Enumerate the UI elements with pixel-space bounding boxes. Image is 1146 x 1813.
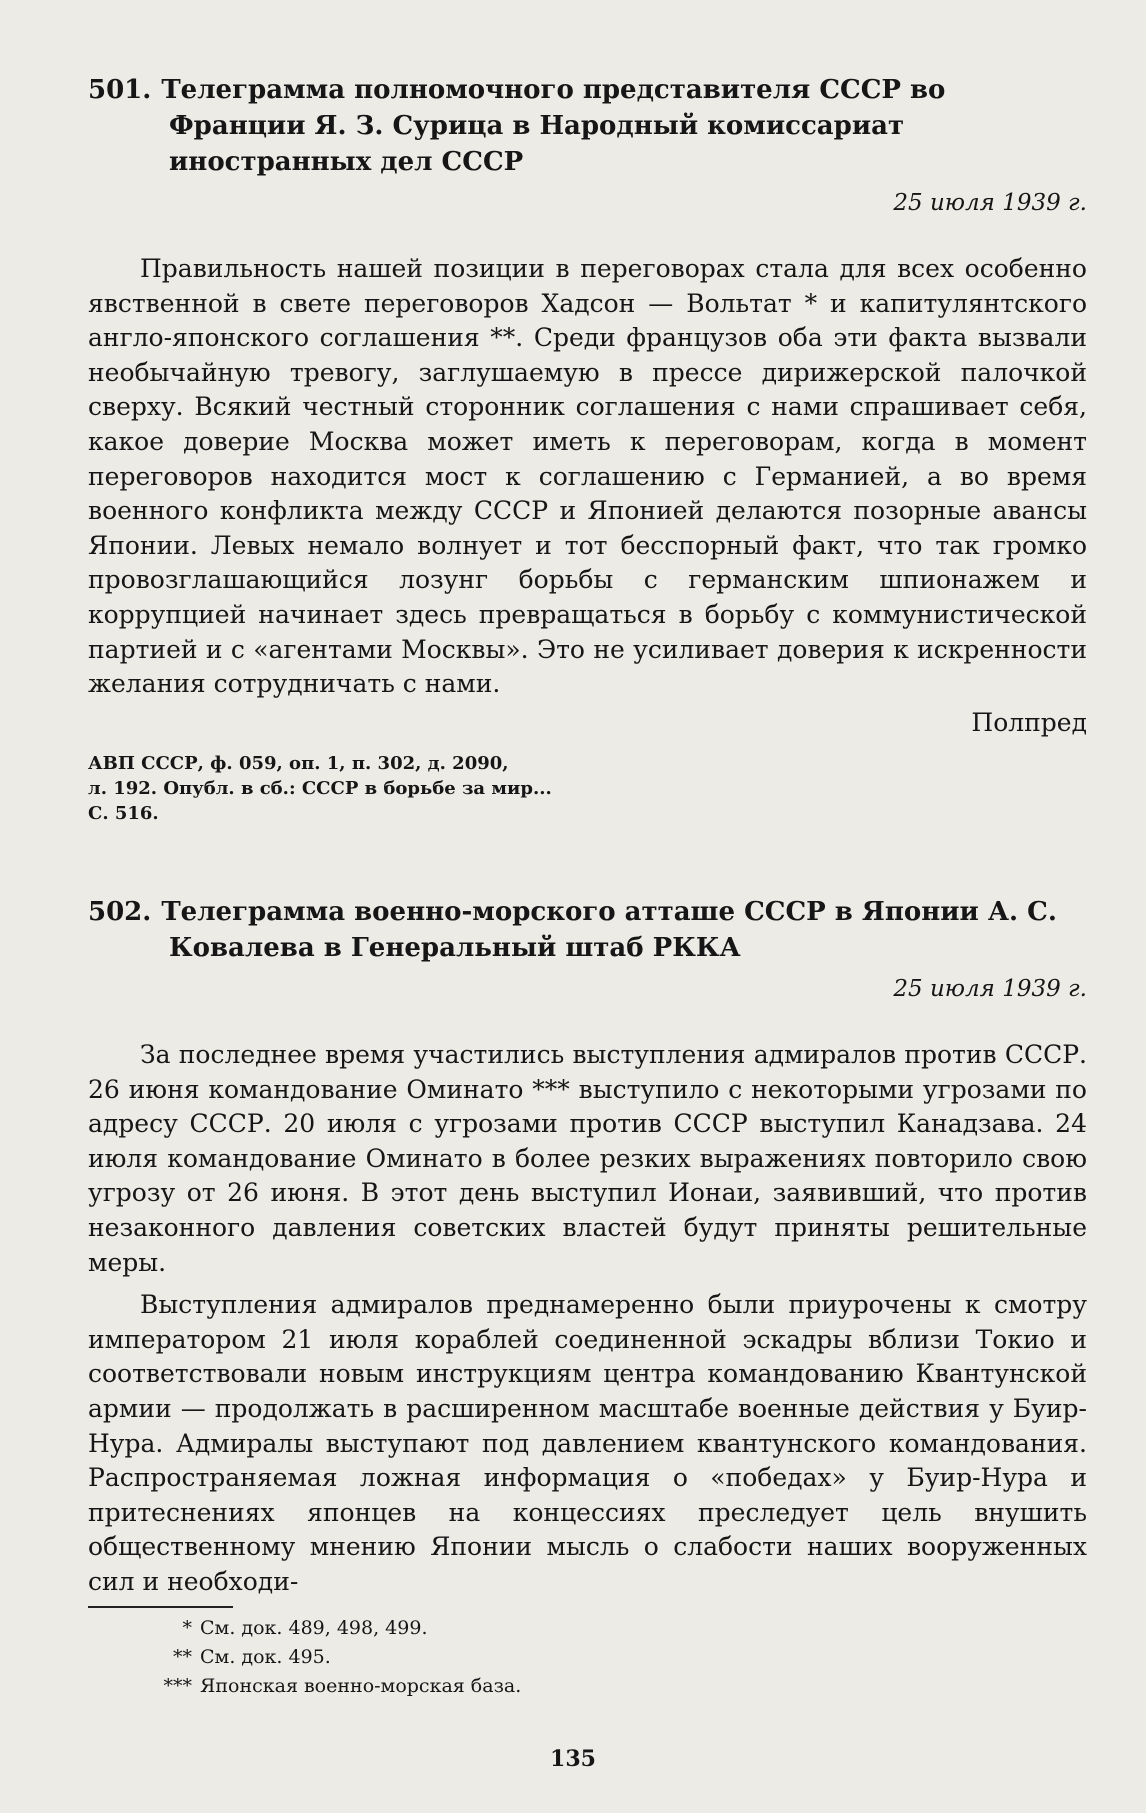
document-502-paragraph: За последнее время участились выступления адмиралов против СССР. 26 июня командование Оминато *** выступило с некоторыми угрозами по адресу СССР. 20 июля с угрозами против СССР выступил Канадзава. 24 июля командование Оминато в более резких выражениях повторило свою угрозу от 26 июня. В этот день выступил Ионаи, заявивший, что против незаконного давления советских властей будут приняты решительные меры. <box>88 1040 1087 1277</box>
source-line: С. 516. <box>88 802 159 824</box>
footnote-mark: *** <box>163 1675 192 1697</box>
document-501-date: 25 июля 1939 г. <box>893 190 1087 216</box>
footnote-text: Японская военно-морская база. <box>200 1675 522 1697</box>
footnote <box>120 1672 521 1701</box>
footnote <box>120 1614 521 1643</box>
document-501-source <box>88 751 1087 826</box>
document-502-number: 502. <box>88 897 152 927</box>
footnote-mark: ** <box>173 1646 192 1668</box>
footnote-mark: * <box>182 1617 192 1639</box>
document-501-title: Телеграмма полномочного представителя СССР во Франции Я. З. Сурица в Народный комиссариат иностранных дел СССР <box>161 75 946 177</box>
document-501-signature: Полпред <box>971 707 1087 737</box>
footnotes <box>120 1614 521 1701</box>
document-501-number: 501. <box>88 75 152 105</box>
document-502-title: Телеграмма военно-морского атташе СССР в Японии А. С. Ковалева в Генеральный штаб РККА <box>161 897 1057 963</box>
footnote <box>120 1643 521 1672</box>
document-502-paragraph: Выступления адмиралов преднамеренно были приурочены к смотру императором 21 июля кораблей соединенной эскадры вблизи Токио и соответствовали новым инструкциям центра командованию Квантунской армии — продолжать в расширенном масштабе военные действия у Буир-Нура. Адмиралы выступают под давлением квантунского командования. Распространяемая ложная информация о «победах» у Буир-Нура и притеснениях японцев на концессиях преследует цель внушить общественному мнению Японии мысль о слабости наших вооруженных сил и необходи- <box>88 1290 1087 1596</box>
document-501 <box>88 72 1087 826</box>
document-502-date: 25 июля 1939 г. <box>893 976 1087 1002</box>
document-501-heading <box>88 72 1087 180</box>
footnote-text: См. док. 489, 498, 499. <box>200 1617 428 1639</box>
source-line: АВП СССР, ф. 059, оп. 1, п. 302, д. 2090, <box>88 752 509 774</box>
footnote-divider <box>88 1606 233 1608</box>
source-line: л. 192. Опубл. в сб.: СССР в борьбе за мир... <box>88 777 552 799</box>
document-502-heading <box>88 894 1087 966</box>
page-number: 135 <box>550 1746 596 1772</box>
footnote-text: См. док. 495. <box>200 1646 331 1668</box>
document-502 <box>88 894 1087 1600</box>
document-501-paragraph: Правильность нашей позиции в переговорах стала для всех особенно явственной в свете переговоров Хадсон — Вольтат * и капитулянтского англо-японского соглашения **. Среди французов оба эти факта вызвали необычайную тревогу, заглушаемую в прессе дирижерской палочкой сверху. Всякий честный сторонник соглашения с нами спрашивает себя, какое доверие Москва может иметь к переговорам, когда в момент переговоров находится мост к соглашению с Германией, а во время военного конфликта между СССР и Японией делаются позорные авансы Японии. Левых немало волнует и тот бесспорный факт, что так громко провозглашающийся лозунг борьбы с германским шпионажем и коррупцией начинает здесь превращаться в борьбу с коммунистической партией и с «агентами Москвы». Это не усиливает доверия к искренности желания сотрудничать с нами. <box>88 254 1087 699</box>
